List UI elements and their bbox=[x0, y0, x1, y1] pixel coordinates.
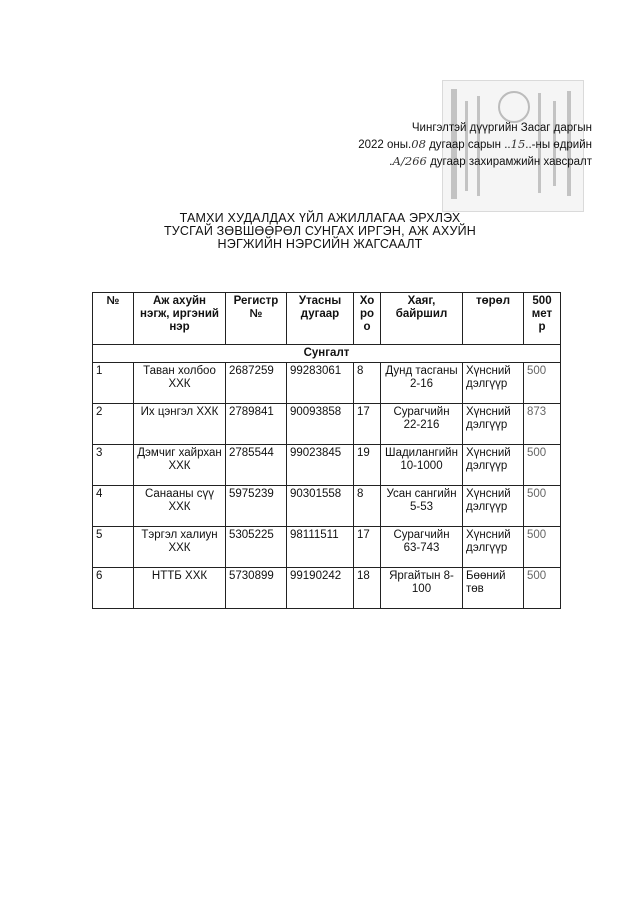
table-row bbox=[93, 404, 561, 445]
cell-register: 5975239 bbox=[226, 486, 287, 527]
cell-name: Таван холбоо ХХК bbox=[134, 363, 226, 404]
cell-no: 2 bbox=[93, 404, 134, 445]
cell-horoo: 8 bbox=[354, 363, 381, 404]
cell-type: Хүнсний дэлгүүр bbox=[463, 486, 524, 527]
cell-register: 5730899 bbox=[226, 568, 287, 609]
cell-register: 5305225 bbox=[226, 527, 287, 568]
cell-type: Хүнсний дэлгүүр bbox=[463, 445, 524, 486]
table-row bbox=[93, 486, 561, 527]
cell-horoo: 18 bbox=[354, 568, 381, 609]
cell-type: Хүнсний дэлгүүр bbox=[463, 363, 524, 404]
cell-horoo: 17 bbox=[354, 404, 381, 445]
cell-phone: 98111511 bbox=[287, 527, 354, 568]
table-row bbox=[93, 445, 561, 486]
cell-address: Дунд тасганы 2-16 bbox=[381, 363, 463, 404]
cell-type: Хүнсний дэлгүүр bbox=[463, 527, 524, 568]
header-line-1: Чингэлтэй дүүргийн Засаг даргын bbox=[411, 122, 592, 134]
cell-phone: 99283061 bbox=[287, 363, 354, 404]
cell-register: 2785544 bbox=[226, 445, 287, 486]
cell-name: НТТБ ХХК bbox=[134, 568, 226, 609]
cell-type: Хүнсний дэлгүүр bbox=[463, 404, 524, 445]
cell-name: Тэргэл халиун ХХК bbox=[134, 527, 226, 568]
cell-register: 2789841 bbox=[226, 404, 287, 445]
header-type: төрөл bbox=[463, 293, 524, 345]
cell-address: Сурагчийн 22-216 bbox=[381, 404, 463, 445]
handwritten-day: 15 bbox=[510, 137, 526, 151]
cell-distance: 500 bbox=[524, 527, 561, 568]
header-distance: 500 мет р bbox=[524, 293, 561, 345]
cell-horoo: 17 bbox=[354, 527, 381, 568]
cell-address: Усан сангийн 5-53 bbox=[381, 486, 463, 527]
header-address: Хаяг, байршил bbox=[381, 293, 463, 345]
cell-no: 1 bbox=[93, 363, 134, 404]
license-table bbox=[92, 292, 561, 609]
cell-register: 2687259 bbox=[226, 363, 287, 404]
cell-distance: 500 bbox=[524, 568, 561, 609]
section-row bbox=[93, 345, 561, 363]
header-register: Регистр № bbox=[226, 293, 287, 345]
cell-phone: 90301558 bbox=[287, 486, 354, 527]
cell-distance: 873 bbox=[524, 404, 561, 445]
cell-phone: 90093858 bbox=[287, 404, 354, 445]
cell-phone: 99023845 bbox=[287, 445, 354, 486]
cell-distance: 500 bbox=[524, 445, 561, 486]
cell-horoo: 8 bbox=[354, 486, 381, 527]
header-line-3: .А/266 дугаар захирамжийн хавсралт bbox=[389, 154, 592, 168]
handwritten-month: 08 bbox=[411, 137, 426, 151]
table-row bbox=[93, 527, 561, 568]
section-label: Сунгалт bbox=[93, 345, 561, 363]
cell-distance: 500 bbox=[524, 486, 561, 527]
cell-address: Сурагчийн 63-743 bbox=[381, 527, 463, 568]
cell-no: 4 bbox=[93, 486, 134, 527]
cell-name: Их цэнгэл ХХК bbox=[134, 404, 226, 445]
cell-no: 5 bbox=[93, 527, 134, 568]
cell-name: Дэмчиг хайрхан ХХК bbox=[134, 445, 226, 486]
header-line-2: 2022 оны.08 дугаар сарын ..15..-ны өдрийн bbox=[358, 137, 592, 151]
cell-address: Шадилангийн 10-1000 bbox=[381, 445, 463, 486]
handwritten-order-number: А/266 bbox=[392, 154, 427, 168]
table-row bbox=[93, 568, 561, 609]
cell-name: Санааны сүү ХХК bbox=[134, 486, 226, 527]
table-row bbox=[93, 363, 561, 404]
cell-horoo: 19 bbox=[354, 445, 381, 486]
document-title: ТАМХИ ХУДАЛДАХ ҮЙЛ АЖИЛЛАГАА ЭРХЛЭХ ТУСГАЙ ЗӨВШӨӨРӨЛ СУНГАХ ИРГЭН, АЖ АХУЙН НЭГЖИЙН НЭРСИЙН ЖАГСААЛТ bbox=[163, 211, 477, 251]
header-horoo: Хо ро о bbox=[354, 293, 381, 345]
table-header-row bbox=[93, 293, 561, 345]
cell-address: Яргайтын 8-100 bbox=[381, 568, 463, 609]
header-no: № bbox=[93, 293, 134, 345]
header-phone: Утасны дугаар bbox=[287, 293, 354, 345]
cell-phone: 99190242 bbox=[287, 568, 354, 609]
cell-distance: 500 bbox=[524, 363, 561, 404]
cell-no: 3 bbox=[93, 445, 134, 486]
cell-type: Бөөний төв bbox=[463, 568, 524, 609]
annex-header bbox=[358, 120, 592, 170]
header-name: Аж ахуйн нэгж, иргэний нэр bbox=[134, 293, 226, 345]
cell-no: 6 bbox=[93, 568, 134, 609]
